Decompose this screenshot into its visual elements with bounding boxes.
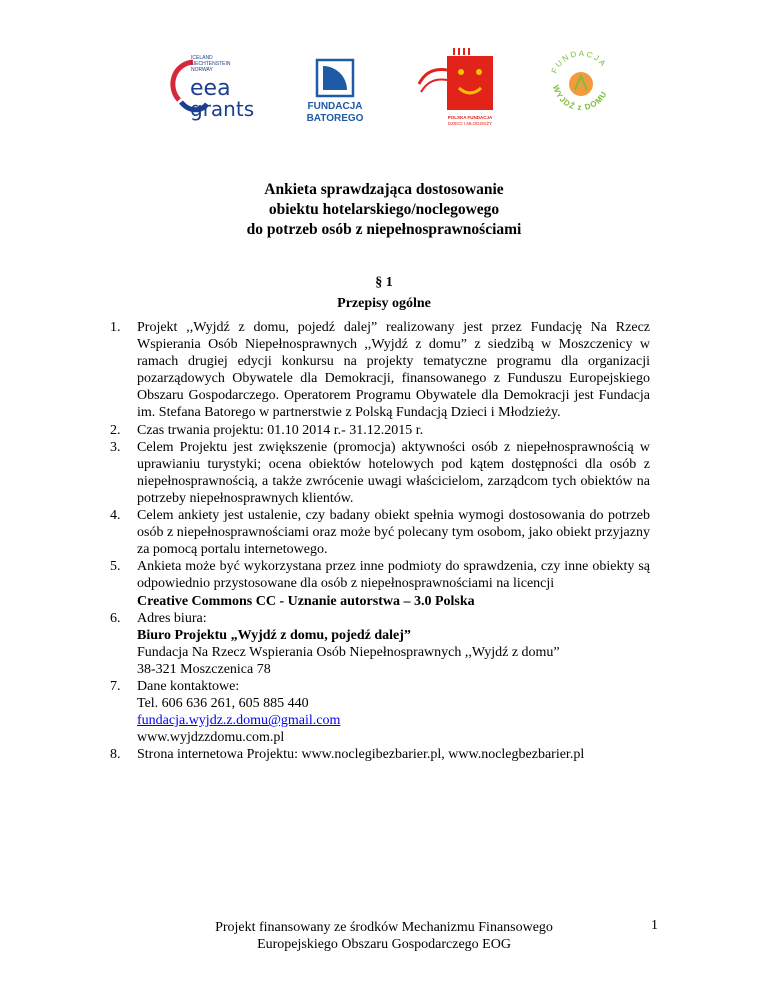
- item-number: 8.: [110, 747, 121, 763]
- svg-text:eea: eea: [190, 76, 231, 101]
- license-name: Creative Commons CC - Uznanie autorstwa – 3.0 Polska: [137, 593, 475, 609]
- list-item: [110, 319, 650, 422]
- list-item: [110, 610, 650, 678]
- svg-text:NORWAY: NORWAY: [191, 67, 213, 73]
- document-title: [0, 180, 768, 240]
- ppfdm-logo: [419, 48, 493, 126]
- item-number: 4.: [110, 508, 121, 524]
- item-number: 1.: [110, 320, 121, 335]
- page-number: 1: [651, 918, 658, 933]
- title-line: Ankieta sprawdzająca dostosowanie: [264, 181, 504, 198]
- item-text: Strona internetowa Projektu: www.noclegibezbarier.pl, www.noclegbezbarier.pl: [137, 747, 585, 763]
- item-number: 5.: [110, 559, 121, 575]
- eea-grants-logo: [173, 55, 254, 121]
- page-footer: [0, 919, 768, 953]
- list-item: [110, 746, 650, 763]
- svg-text:WYJDŹ z DOMU: WYJDŹ z DOMU: [551, 84, 609, 113]
- item-text: Adres biura:: [137, 610, 207, 626]
- office-address-line: 38-321 Moszczenica 78: [137, 661, 271, 677]
- svg-text:ICELAND: ICELAND: [191, 55, 213, 61]
- section-title: Przepisy ogólne: [337, 296, 431, 311]
- item-number: 7.: [110, 678, 121, 694]
- list-item: [110, 439, 650, 507]
- regulations-list: [110, 319, 650, 763]
- svg-text:LIECHTENSTEIN: LIECHTENSTEIN: [191, 61, 231, 67]
- item-text: Celem ankiety jest ustalenie, czy badany obiekt spełnia wymogi dostosowania do potrzeb osób z niepełnosprawnościami oraz może być polecany tym osobom, jako obiekt przyjazny za pomocą portalu internetowego.: [137, 508, 650, 558]
- section-number: § 1: [375, 275, 393, 290]
- email-link[interactable]: fundacja.wyjdz.z.domu@gmail.com: [137, 713, 341, 729]
- list-item: [110, 558, 650, 609]
- list-item: [110, 507, 650, 558]
- list-item: [110, 678, 650, 746]
- item-number: 3.: [110, 439, 121, 455]
- section-heading: [0, 272, 768, 314]
- phone-numbers: Tel. 606 636 261, 605 885 440: [137, 696, 309, 712]
- fundacja-wyjdz-z-domu-logo: [545, 46, 617, 118]
- title-line: obiektu hotelarskiego/noclegowego: [268, 201, 500, 218]
- logos-banner: [155, 42, 515, 139]
- item-text: Ankieta może być wykorzystana przez inne podmioty do sprawdzenia, czy inne obiekty są odpowiednio przystosowane dla osób z niepełnosprawnościami na licencji: [137, 559, 650, 592]
- item-number: 6.: [110, 610, 121, 626]
- svg-text:POLSKA FUNDACJA: POLSKA FUNDACJA: [447, 115, 493, 120]
- svg-text:DZIECI I MŁODZIEŻY: DZIECI I MŁODZIEŻY: [447, 121, 493, 126]
- item-text: Celem Projektu jest zwiększenie (promocja) aktywności osób z niepełnosprawnością w uprawianiu turystyki; ocena obiektów hotelowych pod kątem dostępności dla osób z niepełnosprawnością, a także zwrócenie uwagi właścicielom, zarządcom tych obiektów na potrzeby niepełnosprawnych klientów.: [137, 439, 650, 506]
- item-text: Dane kontaktowe:: [137, 678, 240, 694]
- svg-text:grants: grants: [190, 97, 255, 121]
- item-text: Projekt ,,Wyjdź z domu, pojedź dalej” realizowany jest przez Fundację Na Rzecz Wspierania Osób Niepełnosprawnych ,,Wyjdź z domu” z siedzibą w Moszczenicy w ramach drugiej edycji konkursu na projekty tematyczne programu dla organizacji pozarządowych Obywatele dla Demokracji, finansowanego z Funduszu Europejskiego Obszaru Gospodarczego. Operatorem Programu Obywatele dla Demokracji jest Fundacja im. Stefana Batorego w partnerstwie z Polską Fundacją Dzieci i Młodzieży.: [137, 320, 650, 421]
- item-number: 2.: [110, 422, 121, 438]
- footer-line: Projekt finansowany ze środków Mechanizmu Finansowego: [215, 920, 553, 935]
- website-text: www.wyjdzzdomu.com.pl: [137, 730, 285, 746]
- fundacja-batorego-logo: [307, 60, 364, 124]
- svg-text:BATOREGO: BATOREGO: [306, 113, 364, 124]
- office-name: Biuro Projektu „Wyjdź z domu, pojedź dalej”: [137, 627, 411, 643]
- footer-line: Europejskiego Obszaru Gospodarczego EOG: [257, 937, 511, 952]
- svg-text:FUNDACJA: FUNDACJA: [307, 101, 363, 112]
- item-text: Czas trwania projektu: 01.10 2014 r.- 31.12.2015 r.: [137, 422, 424, 438]
- svg-text:FUNDACJA: FUNDACJA: [549, 48, 609, 75]
- title-line: do potrzeb osób z niepełnosprawnościami: [246, 221, 522, 238]
- list-item: [110, 422, 650, 439]
- office-address-line: Fundacja Na Rzecz Wspierania Osób Niepełnosprawnych ,,Wyjdź z domu”: [137, 644, 560, 660]
